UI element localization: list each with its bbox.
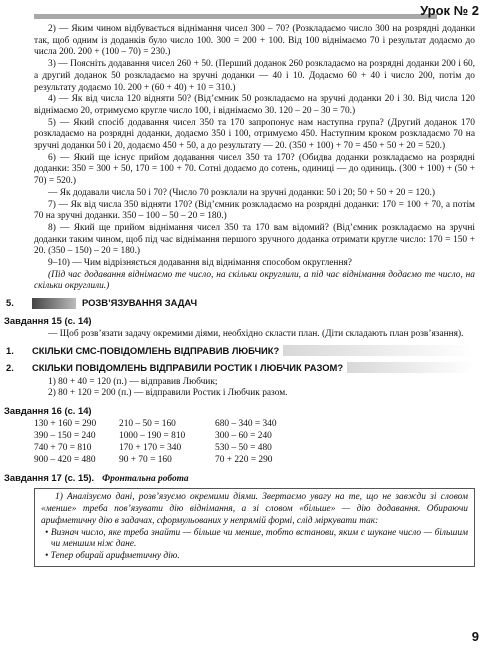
equation: 530 – 50 = 480 xyxy=(215,442,272,453)
paragraph: 3) — Поясніть додавання чисел 260 + 50. (Перший доданок 260 розкладаємо на розрядні доданки 200 і 60, а другий доданок 50 розкладаємо на зручні доданки — 40 і 10. Додаємо 60 + 40 і число 200, потім до результату додаємо 10. 200 + (60 + 40) + 10 = 310.) xyxy=(34,59,475,93)
work-mode: Фронтальна робота xyxy=(102,473,189,484)
paragraph-italic xyxy=(34,270,475,293)
heading-fill xyxy=(283,345,475,356)
task-label xyxy=(4,472,475,486)
bullet-item: • Визнач число, яке треба знайти — більше чи менше, тобто встанови, яким є шукане число — більшим чи меншим ніж дане. xyxy=(45,527,468,550)
equation: 90 + 70 = 160 xyxy=(119,454,172,465)
paragraph: 8) — Який ще прийом віднімання чисел 350 та 170 вам відомий? (Від’ємник розкладаємо на зручні доданки таким чином, щоб під час віднімання першого зручного доданка отримати кругле число: 170 = 150 + 20. (350 – 150) – 20 = 180.) xyxy=(34,222,475,257)
section-number: 5. xyxy=(6,297,14,309)
paragraph: 4) — Як від числа 120 відняти 50? (Від’ємник 50 розкладаємо на зручні доданки 20 і 30. Від числа 120 віднімаємо 20, отримуємо кругле число 100, і віднімаємо 30. 120 – 20 – 30 = 70.) xyxy=(34,94,475,116)
equation: 300 – 60 = 240 xyxy=(215,430,272,441)
question-number: 1. xyxy=(6,344,14,356)
bullet-item: • Тепер обирай арифметичну дію. xyxy=(45,550,180,561)
hint-box xyxy=(34,488,475,566)
heading-fill xyxy=(347,362,475,373)
box-intro: 1) Аналізуємо дані, розв’язуємо окремими діями. Звертаємо увагу на те, що не завжди зі словом «менше» треба пов’язувати дію віднімання, а зі словом «більше» — дію додавання. Обираючи арифметичну дію в задачах, сформульованих у непрямій формі, слід міркувати так: xyxy=(41,492,468,526)
section-heading xyxy=(4,296,475,310)
task-number: Завдання 17 (с. 15). xyxy=(4,471,95,483)
equation: 70 + 220 = 290 xyxy=(215,454,273,465)
lesson-title: Урок № 2 xyxy=(420,3,479,18)
equation: 390 – 150 = 240 xyxy=(34,430,96,441)
paragraph: — Щоб розв’язати задачу окремими діями, необхідно скласти план. (Діти складають план розв’язання). xyxy=(48,328,464,339)
page-header xyxy=(0,0,493,24)
question-title: СКІЛЬКИ ПОВІДОМЛЕНЬ ВІДПРАВИЛИ РОСТИК І ЛЮБЧИК РАЗОМ? xyxy=(32,361,344,373)
header-bar xyxy=(34,14,437,19)
page-body xyxy=(4,24,475,567)
question-title: СКІЛЬКИ СМС-ПОВІДОМЛЕНЬ ВІДПРАВИВ ЛЮБЧИК? xyxy=(32,344,280,356)
equation: 680 – 340 = 340 xyxy=(215,418,277,429)
paragraph: — Як додавали числа 50 і 70? (Число 70 розклали на зручні доданки: 50 і 20; 50 + 50 + 20 = 120.) xyxy=(48,187,435,198)
equation: 130 + 160 = 290 xyxy=(34,418,97,429)
paragraph: 7) — Як від числа 350 відняти 170? (Від’ємник розкладаємо на розрядні доданки: 170 = 100 + 70, а потім 70 на зручні доданки. 350 – 100 – 50 – 20 = 180.) xyxy=(34,199,475,222)
equation-grid xyxy=(34,419,475,467)
section-bar xyxy=(32,298,76,309)
paragraph: 6) — Який ще існує прийом додавання чисел 350 та 170? (Обидва доданки розкладаємо на розрядні доданки: 350 = 300 + 50, 170 = 100 + 70. Сотні додаємо до сотень, одиниці — до одиниць. (300 + 100) + (50 + 70) = 520.) xyxy=(34,152,475,187)
solution-line: 1) 80 + 40 = 120 (п.) — відправив Любчик; xyxy=(48,376,218,387)
solution-line: 2) 80 + 120 = 200 (п.) — відправили Ростик і Любчик разом. xyxy=(48,388,288,399)
page-number: 9 xyxy=(471,629,479,644)
paragraph: 5) — Який спосіб додавання чисел 350 та 170 запропонує нам наступна група? (Другий доданок 170 розкладаємо на розрядні доданки, додаємо 350 і 100, отримуємо 450. Наступним кроком розкладаємо 70 на зручні доданки 50 і 20, додаємо 450 + 50, а до результату — 20. (350 + 100) + 70 = 450 + 50 + 20 = 520.) xyxy=(34,117,475,152)
task-label: Завдання 16 (с. 14) xyxy=(4,404,92,416)
equation: 210 – 50 = 160 xyxy=(119,418,176,429)
italic-text: (Під час додавання віднімаємо те число, на скільки округлили, а під час віднімання додаємо те число, на скільки округлили.) xyxy=(34,269,475,292)
equation: 1000 – 190 = 810 xyxy=(119,430,186,441)
task-label: Завдання 15 (с. 14) xyxy=(4,315,92,327)
equation: 740 + 70 = 810 xyxy=(34,442,92,453)
question-heading xyxy=(4,361,475,375)
question-heading xyxy=(4,344,475,358)
paragraph: 2) — Яким чином відбувається віднімання чисел 300 – 70? (Розкладаємо число 300 на розрядні доданки так, щоб одним із доданків було число 100. 300 = 200 + 100. Від 100 віднімаємо 70 і результат додаємо до числа 200. 200 + (100 – 70) = 230.) xyxy=(34,24,475,58)
paragraph: 9–10) — Чим відрізняється додавання від віднімання способом округлення? xyxy=(48,258,352,269)
question-number: 2. xyxy=(6,361,14,373)
section-title: РОЗВ’ЯЗУВАННЯ ЗАДАЧ xyxy=(82,297,198,309)
equation: 170 + 170 = 340 xyxy=(119,442,182,453)
equation: 900 – 420 = 480 xyxy=(34,454,96,465)
